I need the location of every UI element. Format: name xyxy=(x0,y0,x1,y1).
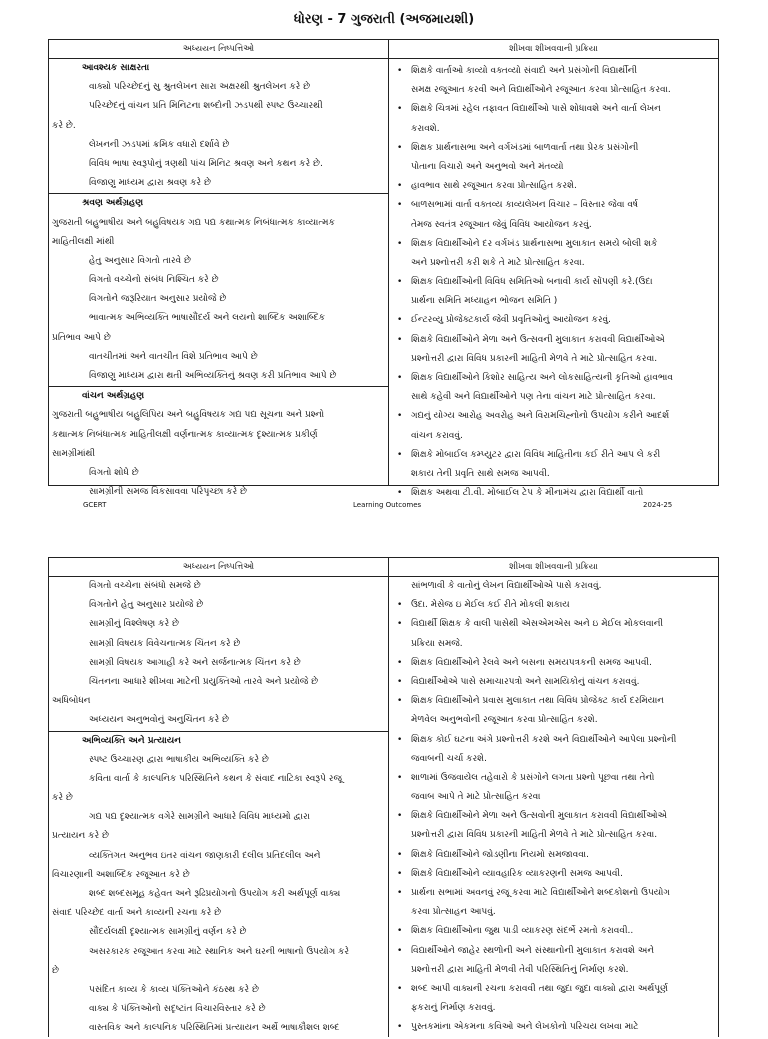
outcome-line: સ્પષ્ટ ઉચ્ચારણ દ્વારા ભાષાકીય અભિવ્યક્તિ કરે છે xyxy=(89,754,269,765)
process-line: પ્રશ્નોત્તરી દ્વારા વિવિધ પ્રકારની માહિતી મેળવે તે માટે પ્રોત્સાહિત કરવા. xyxy=(410,830,658,841)
process-line: શબ્દ આપી વાક્યની રચના કરાવવી તથા જુદા જુદા વાક્યો દ્વારા અર્થપૂર્ણ xyxy=(410,983,668,994)
outcome-line: માહિતીલક્ષી માંથી xyxy=(52,236,115,247)
process-bullet-item xyxy=(389,980,718,1018)
outcome-line: સામગ્રીનું વિશ્લેષણ કરે છે xyxy=(89,619,179,630)
section-heading: આવશ્યક સાક્ષરતા xyxy=(82,63,150,73)
learning-outcomes-table-page-1 xyxy=(48,39,719,499)
process-bullet-item xyxy=(389,139,718,177)
outcome-line: વિગતો વચ્ચેના સંબંધો સમજે છે xyxy=(89,581,201,591)
table-header-row xyxy=(49,40,718,59)
footer-right: 2024-25 xyxy=(643,501,673,509)
page-title: ધોરણ - 7 ગુજરાતી (અજમાયશી) xyxy=(293,12,475,27)
process-line: શિક્ષક વિદ્યાર્થીઓને રેલવે અને બસના સમયપત્રકની સમજ આપવી. xyxy=(410,657,652,668)
outcome-line: વિજાણુ માધ્યમ દ્વારા શ્રવણ કરે છે xyxy=(89,178,211,189)
process-line: વિદ્યાર્થીઓને જાહેર સ્થળોની અને સંસ્થાનોની મુલાકાત કરાવશે અને xyxy=(410,945,655,956)
header-teaching-process: શીખવા શીખવવાની પ્રક્રિયા xyxy=(509,562,598,572)
footer-center: Learning Outcomes xyxy=(353,501,422,509)
outcome-line: પ્રતિભાવ આપે છે xyxy=(52,332,111,343)
process-line: શિક્ષક વિદ્યાર્થીઓની વિવિધ સમિતિઓ બનાવી કાર્ય સોંપણી કરે.(ઉદા xyxy=(410,277,653,288)
outcomes-column xyxy=(49,59,389,498)
process-line: વિદ્યાર્થીઓએ પાસે સમાચારપત્રો અને સામયિકોનું વાંચન કરાવવું. xyxy=(410,676,640,687)
outcome-line: અસરકારક રજૂઆત કરવા માટે સ્થાનિક અને ઘરની ભાષાનો ઉપયોગ કરે xyxy=(89,946,350,957)
learning-outcomes-table-page-2 xyxy=(48,557,719,1037)
process-line: શિક્ષકે ચિત્રમાં રહેલ તફાવત વિદ્યાર્થીઓ પાસે શોધાવશે અને વાર્તા લેખન xyxy=(410,104,661,115)
process-bullet-item xyxy=(389,922,718,941)
bullet-icon: • xyxy=(396,868,403,879)
process-line: બાળસભામાં વાર્તા વક્તવ્ય કાવ્યલેખન વિચાર – વિસ્તાર જેવા વર્ષ xyxy=(410,200,639,211)
bullet-icon: • xyxy=(396,926,403,937)
outcome-line: વિચારણાની અશાબ્દિક રજૂઆત કરે છે xyxy=(52,869,190,880)
bullet-icon: • xyxy=(396,849,403,860)
process-bullet-item xyxy=(389,769,718,807)
process-line: કરવા પ્રોત્સાહન આપવું. xyxy=(410,907,496,918)
outcome-line: સામગ્રી વિષયક વિવેચનાત્મક ચિંતન કરે છે xyxy=(89,638,241,649)
outcome-line: હેતુ અનુસાર વિગતો તારવે છે xyxy=(89,255,191,266)
process-line: પ્રશ્નોત્તરી દ્વારા વિવિધ પ્રકારની માહિતી મેળવે તે માટે પ્રોત્સાહિત કરવા. xyxy=(410,353,658,364)
outcome-line: પ્રત્યાયન કરે છે xyxy=(52,831,109,842)
bullet-icon: • xyxy=(396,811,403,822)
outcome-line: વ્યક્તિગત અનુભવ ઇતર વાંચન જાણકારી દલીલ પ્રતિદલીલ અને xyxy=(89,850,321,861)
process-column xyxy=(389,577,718,1037)
outcome-line: કરે છે xyxy=(52,793,73,804)
process-line: ગદ્યનું યોગ્ય આરોહ અવરોહ અને વિરામચિહ્નોનો ઉપયોગ કરીને આદર્શ xyxy=(410,411,670,422)
footer-left: GCERT xyxy=(83,501,107,509)
outcome-line: અધ્યયન અનુભવોનું અનુચિંતન કરે છે xyxy=(89,715,229,726)
header-teaching-process: શીખવા શીખવવાની પ્રક્રિયા xyxy=(509,44,598,54)
bullet-icon: • xyxy=(396,315,403,326)
bullet-icon: • xyxy=(396,449,403,460)
process-line: જવાબ આપે તે માટે પ્રોત્સાહિત કરવા xyxy=(410,792,541,803)
process-line: હાવભાવ સાથે રજૂઆત કરવા પ્રોત્સાહિત કરશે. xyxy=(410,181,577,192)
bullet-icon: • xyxy=(396,983,403,994)
process-bullet-item xyxy=(389,446,718,484)
process-line: શિક્ષકે વાર્તાઓ કાવ્યો વક્તવ્યો સંવાદો અને પ્રસંગોની વિદ્યાર્થીની xyxy=(410,66,638,76)
process-line: પુસ્તકમાંના એકમના કવિઓ અને લેખકોનો પરિચય લખવા માટે xyxy=(410,1022,639,1033)
bullet-icon: • xyxy=(396,373,403,383)
outcome-line: પસંદિત કાવ્ય કે કાવ્ય પંક્તિઓને કંઠસ્થ કરે છે xyxy=(89,984,259,995)
process-line: વિદ્યાર્થી શિક્ષક કે વાલી પાસેથી એસએમએસ અને ઇ મેઈલ મોકલવાની xyxy=(410,619,664,630)
process-line: શિક્ષક વિદ્યાર્થીઓને કિશોર સાહિત્ય અને લોકસાહિત્યની કૃતિઓ હાવભાવ xyxy=(410,373,673,383)
process-line: પ્રાર્થના સભામાં અવનવું રજૂ કરવા માટે વિદ્યાર્થીઓને શબ્દકોશનો ઉપયોગ xyxy=(410,888,670,898)
section-heading: અભિવ્યક્તિ અને પ્રત્યાયન xyxy=(49,731,388,751)
process-line: શિક્ષક વિદ્યાર્થીઓને દર વર્ગખંડ પ્રાર્થનાસભા મુલાકાત સમયે બોલી શકે xyxy=(410,238,658,249)
process-line: શિક્ષકે મોબાઈલ કમ્પ્યુટર દ્વારા વિવિધ માહિતીના કઈ રીતે આપ લે કરી xyxy=(410,449,661,460)
outcome-line: ગુજરાતી બહુભાષીય અને બહુવિષયક ગદ્ય પદ્ય કથાત્મક નિબંધાત્મક કાવ્યાત્મક xyxy=(52,217,335,228)
process-line: શિક્ષક કોઈ ઘટના અંગે પ્રશ્નોત્તરી કરશે અને વિદ્યાર્થીઓને આપેલા પ્રશ્નોની xyxy=(410,734,677,745)
process-bullet-item xyxy=(389,884,718,922)
process-bullet-item xyxy=(389,311,718,330)
process-column xyxy=(389,59,718,499)
process-line: શિક્ષકે વિદ્યાર્થીઓને મેળા અને ઉત્સવોની મુલાકાત કરાવવી વિદ્યાર્થીઓએ xyxy=(410,811,668,822)
outcome-line: સામગ્રીની સમજ વિકસાવવા પરિપૃચ્છા કરે છે xyxy=(89,487,247,498)
outcome-line: ગુજરાતી બહુભાષીય બહુલિપિય અને બહુવિષયક ગદ્ય પદ્ય સૂચના અને પ્રશ્નો xyxy=(52,410,325,421)
outcome-line: વિગતો શોધે છે xyxy=(89,467,139,478)
outcome-line: ચિંતનના આધારે શીખવા માટેની પ્રયુક્તિઓ તારવે અને પ્રયોજે છે xyxy=(89,676,319,687)
outcomes-column xyxy=(49,577,389,1037)
process-line: શિક્ષક વિદ્યાર્થીઓના જુથ પાડી વ્યાકરણ સંદર્ભે રમતો કરાવવી.. xyxy=(410,926,634,937)
bullet-icon: • xyxy=(396,66,403,76)
outcome-line: ભાવાત્મક અભિવ્યક્તિ ભાષાસૌંદર્ય અને લયનો શાબ્દિક અશાબ્દિક xyxy=(89,313,325,324)
outcome-line: પરિચ્છેદનું વાંચન પ્રતિ મિનિટના શબ્દોની ઝડપથી સ્પષ્ટ ઉચ્ચારથી xyxy=(89,101,323,112)
bullet-icon: • xyxy=(396,696,403,707)
bullet-icon: • xyxy=(396,181,403,192)
process-line: પોતાના વિચારો અને અનુભવો અને મંતવ્યો xyxy=(410,161,564,172)
process-line: શિક્ષકે વિદ્યાર્થીઓને જોડણીના નિયમો સમજાવવા. xyxy=(410,849,589,860)
process-bullet-item xyxy=(389,865,718,884)
process-line: શાળામાં ઉજવાયેલ તહેવારો કે પ્રસંગોને લગતા પ્રશ્નો પૂછવા તથા તેનો xyxy=(410,772,655,783)
process-line: ફકરાનું નિર્માણ કરાવવું. xyxy=(410,1003,496,1014)
process-bullet-item xyxy=(389,596,718,615)
process-bullet-item xyxy=(389,331,718,369)
process-line: ઈન્ટરવ્યુ પ્રોજેક્ટકાર્ય જેવી પ્રવૃતિઓનું આયોજન કરવું. xyxy=(410,315,611,326)
process-bullet-item xyxy=(389,731,718,769)
process-line: સાથે કહેવી અને વિદ્યાર્થીઓને પણ તેના વાંચન માટે પ્રોત્સાહિત કરવા. xyxy=(410,392,656,403)
outcome-line: ગદ્ય પદ્ય દૃશ્યાત્મક વગેરે સામગ્રીને આધારે વિવિધ માધ્યમો દ્વારા xyxy=(89,812,310,823)
outcome-line: વિવિધ ભાષા સ્વરૂપોનું ત્રણથી પાંચ મિનિટ શ્રવણ અને કથન કરે છે. xyxy=(89,158,323,169)
bullet-icon: • xyxy=(396,676,403,687)
process-bullet-item xyxy=(389,942,718,980)
process-bullet-item xyxy=(389,100,718,138)
process-bullet-item xyxy=(389,407,718,445)
bullet-icon: • xyxy=(396,104,403,115)
outcome-line: વાક્ય કે પંક્તિઓનો સદૃષ્ટાંત વિચારવિસ્તાર કરે છે xyxy=(89,1004,266,1015)
section-heading: વાંચન અર્થગ્રહણ xyxy=(49,386,388,406)
process-bullet-item xyxy=(389,692,718,730)
bullet-icon: • xyxy=(396,411,403,422)
outcome-line: વિગતોને હેતુ અનુસાર પ્રયોજે છે xyxy=(89,600,204,611)
process-line: શિક્ષક વિદ્યાર્થીઓને પ્રવાસ મુલાકાત તથા વિવિધ પ્રોજેક્ટ કાર્ય દરમિયાન xyxy=(410,696,664,707)
process-line: સમક્ષ રજૂઆત કરવી અને વિદ્યાર્થીઓને રજૂઆત કરવા પ્રોત્સાહિત કરવા. xyxy=(410,85,671,96)
bullet-icon: • xyxy=(396,657,403,668)
table-header-row xyxy=(49,558,718,577)
outcome-line: વિજાણુ માધ્યમ દ્વારા થતી અભિવ્યક્તિનું શ્રવણ કરી પ્રતિભાવ આપે છે xyxy=(89,371,337,381)
outcome-line: શબ્દ શબ્દસમૂહ કહેવત અને રૂઢિપ્રયોગનો ઉપયોગ કરી અર્થપૂર્ણ વાક્ય xyxy=(89,889,341,899)
process-line: શકાય તેની પ્રવૃતિ સાથે સમજ આપવી. xyxy=(410,468,550,479)
outcome-line: વિગતોને જરૂરિયાત અનુસાર પ્રયોજે છે xyxy=(89,294,227,305)
process-line: અને પ્રશ્નોત્તરી કરી શકે તે માટે પ્રોત્સાહિત કરવા. xyxy=(410,257,585,268)
process-bullet-item xyxy=(389,615,718,653)
outcome-line: વાક્યો પરિચ્છેદનું સુ શ્રુતલેખન સારા અક્ષરથી શ્રુતલેખન કરે છે xyxy=(89,82,311,93)
bullet-icon: • xyxy=(396,238,403,249)
section-heading: શ્રવણ અર્થગ્રહણ xyxy=(49,193,388,213)
outcome-line: લેખનની ઝડપમાં ક્રમિક વધારો દર્શાવે છે xyxy=(89,139,230,150)
bullet-icon: • xyxy=(396,945,403,956)
process-bullet-item xyxy=(389,235,718,273)
bullet-icon: • xyxy=(396,888,403,898)
process-bullet-item xyxy=(389,273,718,311)
process-bullet-item xyxy=(389,1018,718,1037)
outcome-line: છે xyxy=(52,965,59,976)
bullet-icon: • xyxy=(396,200,403,211)
bullet-icon: • xyxy=(396,488,403,499)
process-bullet-item xyxy=(389,846,718,865)
outcome-line: સામગ્રી વિષયક આગાહી કરે અને સર્જનાત્મક ચિંતન કરે છે xyxy=(89,657,301,668)
bullet-icon: • xyxy=(396,600,403,611)
outcome-line: કથાત્મક નિબંધાત્મક માહિતીલક્ષી વર્ણનાત્મક કાવ્યાત્મક દૃશ્યાત્મક પ્રકીર્ણ xyxy=(52,429,318,440)
process-bullet-item xyxy=(389,807,718,845)
process-bullet-item xyxy=(389,654,718,673)
outcome-line: વિગતો વચ્ચેનો સંબંધ નિશ્ચિત કરે છે xyxy=(89,275,219,286)
outcome-line: સામગ્રીમાંથી xyxy=(52,448,96,459)
outcome-line: વાસ્તવિક અને કાલ્પનિક પરિસ્થિતિમાં પ્રત્યાયન અર્થે ભાષાકૌશલ શબ્દ xyxy=(89,1023,340,1034)
process-line: ઉદા. મેસેજ ઇ મેઈલ કઈ રીતે મોકલી શકાય xyxy=(410,600,570,611)
header-learning-outcomes: અધ્યયન નિષ્પત્તિઓ xyxy=(49,558,389,576)
process-bullet-item xyxy=(389,369,718,407)
outcome-line: કવિતા વાર્તા કે કાલ્પનિક પરિસ્થિતિને કથન કે સંવાદ નાટિકા સ્વરૂપે રજૂ xyxy=(89,773,342,784)
process-line: જવાબની ચર્ચા કરશે. xyxy=(410,753,487,764)
outcome-line: સંવાદ પરિચ્છેદ વાર્તા અને કાવ્યની રચના કરે છે xyxy=(52,908,222,919)
bullet-icon: • xyxy=(396,734,403,745)
process-line: તેમજ સ્વતંત્ર રજૂઆત જેવું વિવિધ આયોજન કરવું. xyxy=(410,219,592,230)
process-line: પ્રાર્થના સમિતિ મધ્યાહન ભોજન સમિતિ ) xyxy=(410,296,558,307)
outcome-line: અધિબોધન xyxy=(52,696,91,707)
bullet-icon: • xyxy=(396,772,403,783)
bullet-icon: • xyxy=(396,619,403,630)
process-bullet-item xyxy=(389,577,718,596)
process-bullet-item xyxy=(389,196,718,234)
process-line: શિક્ષકે વિદ્યાર્થીઓને વ્યાવહારિક વ્યાકરણની સમજ આપવી. xyxy=(410,868,623,879)
process-line: પ્રક્રિયા સમજે. xyxy=(410,638,463,649)
process-line: શિક્ષક અથવા ટી.વી. મોબાઈલ ટેપ કે મીનામંચ દ્વારા વિદ્યાર્થી વાતો xyxy=(410,488,644,499)
process-line: સાંભળાવી કે વાતોનું લેખન વિદ્યાર્થીઓએ પાસે કરાવવું. xyxy=(410,581,602,591)
bullet-icon: • xyxy=(396,1022,403,1033)
outcome-line: સૌંદર્યલક્ષી દૃશ્યાત્મક સામગ્રીનું વર્ણન કરે છે xyxy=(89,927,247,938)
process-line: કરાવશે. xyxy=(410,123,440,134)
process-bullet-item xyxy=(389,62,718,100)
bullet-icon: • xyxy=(396,142,403,153)
header-learning-outcomes: અધ્યયન નિષ્પત્તિઓ xyxy=(49,40,389,58)
process-bullet-item xyxy=(389,177,718,196)
process-line: પ્રશ્નોત્તરી દ્વારા માહિતી મેળવી તેવી પરિસ્થિતિનું નિર્માણ કરશે. xyxy=(410,964,629,975)
outcome-line: વાતચીતમાં અને વાતચીત વિશે પ્રતિભાવ આપે છે xyxy=(89,351,258,362)
process-bullet-item xyxy=(389,673,718,692)
outcome-line: કરે છે. xyxy=(52,120,76,131)
process-line: શિક્ષક પ્રાર્થનાસભા અને વર્ગખંડમાં બાળવાર્તા તથા પ્રેરક પ્રસંગોની xyxy=(410,142,639,153)
bullet-icon: • xyxy=(396,334,403,345)
process-line: શિક્ષકે વિદ્યાર્થીઓને મેળા અને ઉત્સવની મુલાકાત કરાવવી વિદ્યાર્થીઓએ xyxy=(410,334,665,345)
bullet-icon: • xyxy=(396,277,403,288)
process-line: મેળવેલ અનુભવોની રજૂઆત કરવા પ્રોત્સાહિત કરશે. xyxy=(410,715,598,726)
process-line: વાંચન કરાવવું. xyxy=(410,430,463,441)
